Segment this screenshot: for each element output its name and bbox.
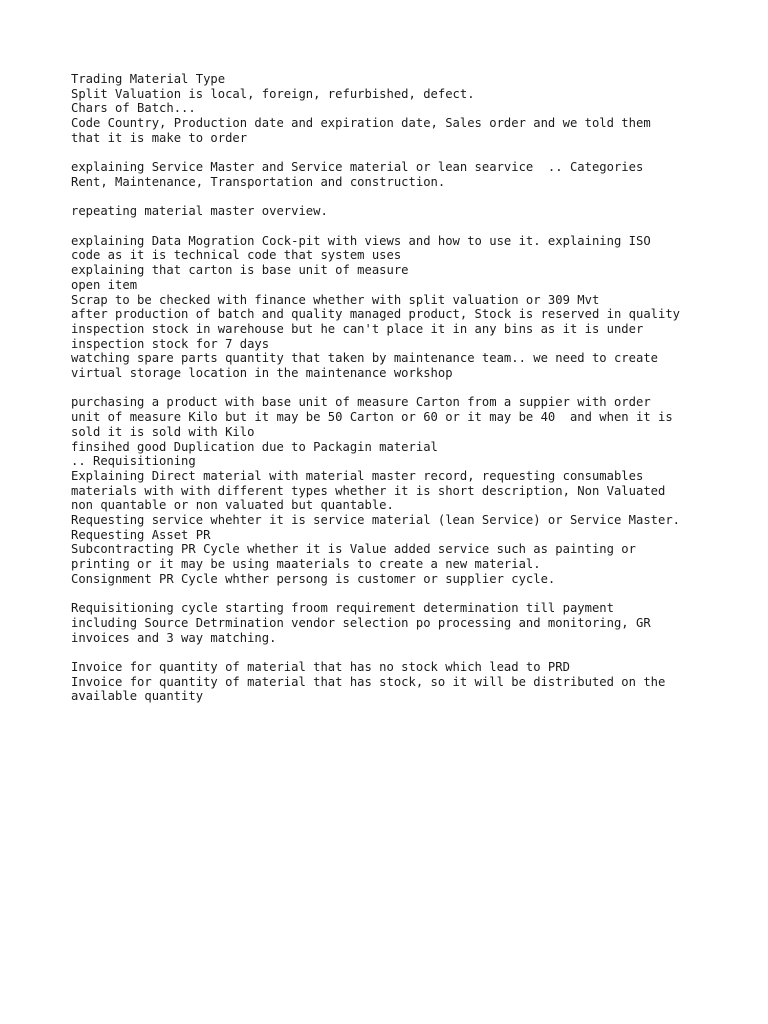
text-line: Split Valuation is local, foreign, refurbished, defect. (71, 86, 475, 101)
text-line: watching spare parts quantity that taken by maintenance team.. we need to create (71, 351, 658, 366)
text-line: after production of batch and quality managed product, Stock is reserved in quality (71, 307, 681, 322)
paragraph-batch-notes (71, 72, 711, 146)
text-line: Explaining Direct material with material master record, requesting consumables (71, 468, 644, 483)
paragraph-data-migration (71, 234, 711, 381)
text-line: .. Requisitioning (71, 454, 196, 469)
text-line: Requesting Asset PR (71, 527, 211, 542)
text-line: open item (71, 277, 138, 292)
text-line: purchasing a product with base unit of measure Carton from a suppier with order (71, 395, 651, 410)
text-line: Invoice for quantity of material that has stock, so it will be distributed on the (71, 674, 666, 689)
text-line: explaining Service Master and Service material or lean searvice .. Categories (71, 160, 644, 175)
text-line: inspection stock for 7 days (71, 336, 270, 351)
text-line: materials with with different types whether it is short description, Non Valuated (71, 483, 666, 498)
text-line: Requesting service whehter it is service material (lean Service) or Service Master. (71, 513, 681, 528)
text-line: unit of measure Kilo but it may be 50 Carton or 60 or it may be 40 and when it is (71, 410, 673, 425)
text-line: Code Country, Production date and expiration date, Sales order and we told them (71, 116, 651, 131)
text-line: Scrap to be checked with finance whether with split valuation or 309 Mvt (71, 292, 600, 307)
text-line: repeating material master overview. (71, 204, 328, 219)
paragraph-material-master (71, 204, 711, 219)
paragraph-purchasing-requisitioning (71, 395, 711, 586)
text-line: Requisitioning cycle starting froom requirement determination till payment (71, 601, 614, 616)
text-line: code as it is technical code that system uses (71, 248, 402, 263)
paragraph-service-master (71, 160, 711, 189)
text-line: Rent, Maintenance, Transportation and construction. (71, 174, 446, 189)
text-line: including Source Detrmination vendor selection po processing and monitoring, GR (71, 615, 651, 630)
text-line: Chars of Batch... (71, 101, 196, 116)
paragraph-invoice (71, 660, 711, 704)
text-line: printing or it may be using maaterials to create a new material. (71, 557, 541, 572)
text-line: explaining that carton is base unit of measure (71, 263, 409, 278)
text-line: inspection stock in warehouse but he can't place it in any bins as it is under (71, 321, 644, 336)
text-line: sold it is sold with Kilo (71, 424, 255, 439)
text-line: virtual storage location in the maintenance workshop (71, 366, 453, 381)
text-line: available quantity (71, 689, 204, 704)
text-line: finsihed good Duplication due to Packagin material (71, 439, 438, 454)
text-line: Trading Material Type (71, 72, 226, 86)
paragraph-requisitioning-cycle (71, 601, 711, 645)
text-line: invoices and 3 way matching. (71, 630, 277, 645)
text-line: Subcontracting PR Cycle whether it is Value added service such as painting or (71, 542, 636, 557)
text-line: that it is make to order (71, 130, 248, 145)
text-line: Consignment PR Cycle whther persong is customer or supplier cycle. (71, 571, 556, 586)
text-line: non quantable or non valuated but quantable. (71, 498, 394, 513)
text-line: Invoice for quantity of material that has no stock which lead to PRD (71, 660, 570, 675)
document-page (71, 72, 711, 719)
text-line: explaining Data Mogration Cock-pit with views and how to use it. explaining ISO (71, 233, 651, 248)
